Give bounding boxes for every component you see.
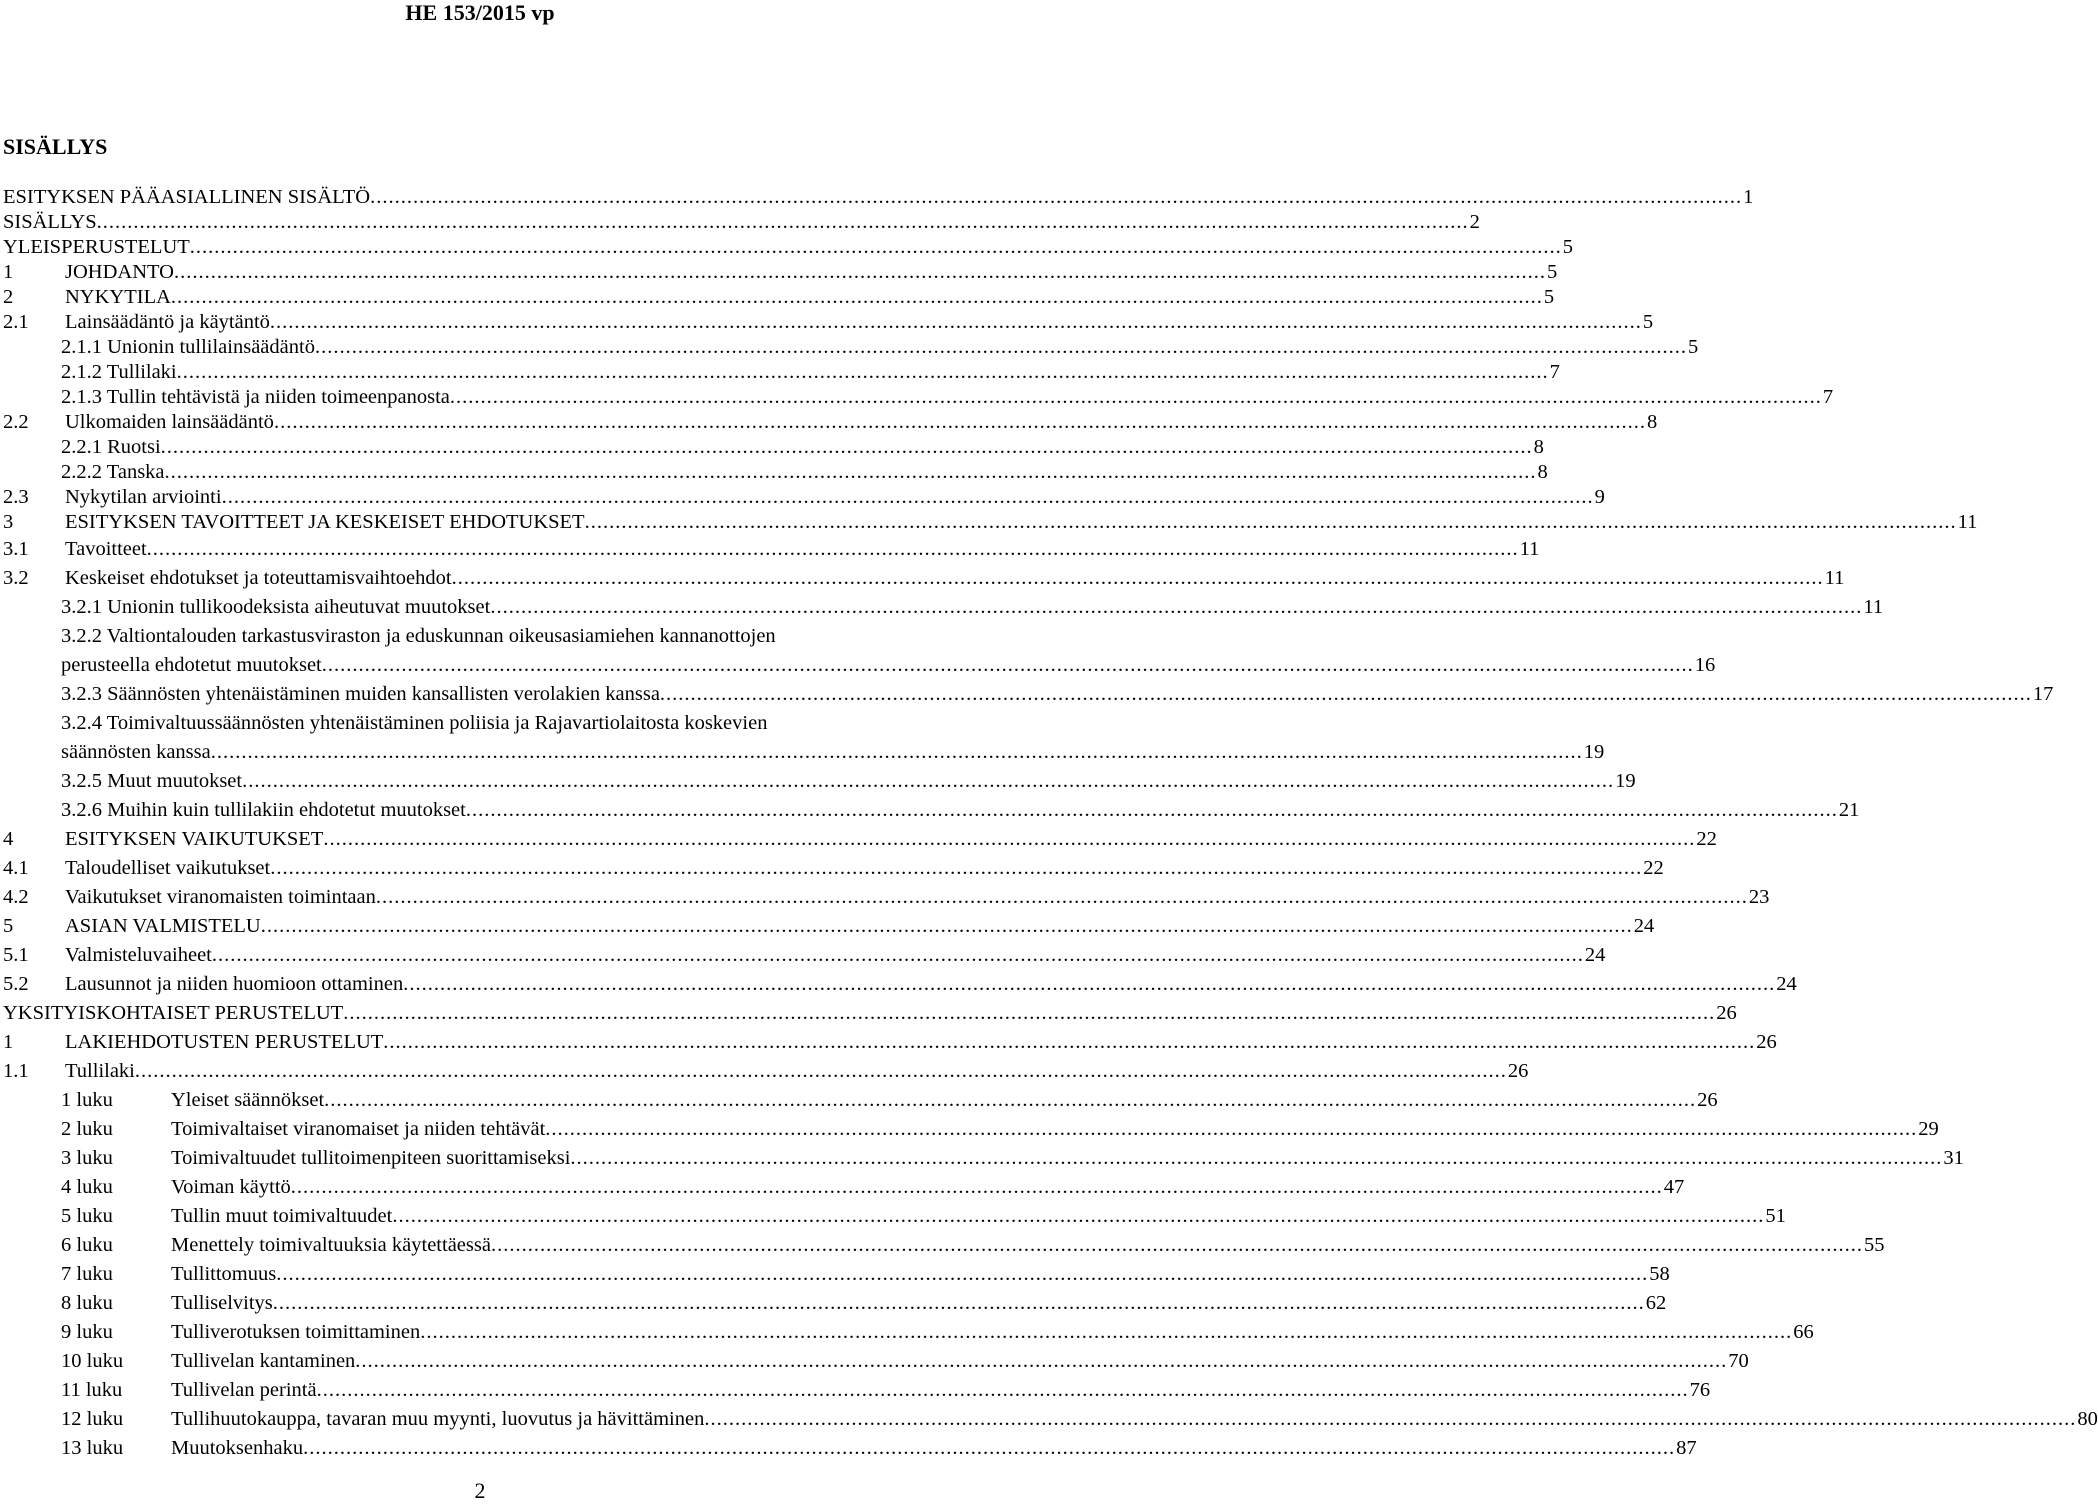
toc-leader-dots xyxy=(212,941,1584,970)
toc-leader-dots xyxy=(270,310,1642,335)
toc-entry[interactable] xyxy=(3,1173,1685,1202)
toc-leader-dots xyxy=(303,1434,1675,1463)
toc-entry-label: Toimivaltuudet tullitoimenpiteen suorittamiseksi xyxy=(171,1147,571,1169)
toc-leader-dots xyxy=(452,564,1824,593)
toc-entry-page: 19 xyxy=(1583,741,1605,763)
toc-entry-page: 58 xyxy=(1649,1263,1670,1285)
toc-leader-dots xyxy=(270,854,1642,883)
toc-entry-label: Tullin muut toimivaltuudet xyxy=(171,1205,393,1227)
toc-entry-page: 31 xyxy=(1943,1147,1964,1169)
toc-entry-number: 1 xyxy=(3,261,14,283)
toc-entry[interactable] xyxy=(3,796,1860,825)
toc-entry-page: 51 xyxy=(1765,1205,1786,1227)
toc-entry-number: 5 xyxy=(3,915,14,937)
toc-leader-dots xyxy=(274,410,1646,435)
toc-entry-label: Tullittomuus xyxy=(171,1263,277,1285)
toc-entry-label: ESITYKSEN PÄÄASIALLINEN SISÄLTÖ xyxy=(3,186,371,208)
toc-entry[interactable] xyxy=(3,738,1605,767)
toc-leader-dots xyxy=(276,1260,1648,1289)
toc-entry-label: Valmisteluvaiheet xyxy=(65,944,212,966)
toc-entry-label: Tulliverotuksen toimittaminen xyxy=(171,1321,421,1343)
table-of-contents xyxy=(3,185,2098,1463)
toc-entry[interactable] xyxy=(3,1086,1718,1115)
toc-entry-page: 11 xyxy=(1824,567,1845,589)
toc-leader-dots xyxy=(450,385,1822,410)
toc-entry[interactable] xyxy=(3,767,1636,796)
toc-entry-number: 3.1 xyxy=(3,538,29,560)
toc-leader-dots xyxy=(392,1202,1764,1231)
toc-entry-page: 47 xyxy=(1663,1176,1685,1198)
toc-entry-line1: 3.2.4 Toimivaltuussäännösten yhtenäistäminen poliisia ja Rajavartiolaitosta koskevien xyxy=(61,712,768,734)
toc-entry[interactable] xyxy=(3,825,1717,854)
toc-leader-dots xyxy=(147,535,1519,564)
toc-entry-page: 29 xyxy=(1918,1118,1939,1140)
toc-entry[interactable] xyxy=(3,1231,1885,1260)
toc-entry[interactable] xyxy=(3,680,2054,709)
toc-entry[interactable] xyxy=(3,385,1834,410)
toc-leader-dots xyxy=(570,1144,1942,1173)
toc-entry[interactable] xyxy=(3,335,1699,360)
toc-entry-label: Lausunnot ja niiden huomioon ottaminen xyxy=(65,973,404,995)
toc-entry-label: Muutoksenhaku xyxy=(171,1437,304,1459)
toc-leader-dots xyxy=(171,285,1543,310)
toc-entry-label: Vaikutukset viranomaisten toimintaan xyxy=(65,886,376,908)
toc-leader-dots xyxy=(222,485,1594,510)
toc-entry-number: 3 luku xyxy=(61,1147,113,1169)
toc-entry-number: 1 xyxy=(3,1031,14,1053)
toc-entry-label: Toimivaltaiset viranomaiset ja niiden tehtävät xyxy=(171,1118,546,1140)
toc-entry-label: Nykytilan arviointi xyxy=(65,486,222,508)
toc-entry[interactable] xyxy=(3,185,1754,210)
toc-leader-dots xyxy=(322,651,1694,680)
toc-entry-page: 24 xyxy=(1776,973,1797,995)
toc-leader-dots xyxy=(466,796,1838,825)
toc-entry-number: 4.2 xyxy=(3,886,29,908)
toc-entry-number: 2 xyxy=(3,286,14,308)
toc-entry-label: 2.2.2 Tanska xyxy=(61,461,165,483)
toc-entry-page: 11 xyxy=(1519,538,1540,560)
toc-entry-page: 8 xyxy=(1537,461,1548,483)
toc-entry-number: 2.2 xyxy=(3,411,29,433)
toc-leader-dots xyxy=(317,1376,1689,1405)
toc-entry-label: Tavoitteet xyxy=(65,538,147,560)
toc-entry-page: 19 xyxy=(1615,770,1636,792)
toc-leader-dots xyxy=(490,593,1862,622)
toc-entry-label: 3.2.3 Säännösten yhtenäistäminen muiden kansallisten verolakien kanssa xyxy=(61,683,660,705)
toc-entry[interactable] xyxy=(3,854,1664,883)
toc-leader-dots xyxy=(161,435,1533,460)
toc-leader-dots xyxy=(704,1405,2076,1434)
toc-entry[interactable] xyxy=(3,535,1540,564)
toc-entry-number: 5 luku xyxy=(61,1205,113,1227)
toc-entry[interactable] xyxy=(3,260,1558,285)
toc-entry-number: 4 xyxy=(3,828,14,850)
toc-entry[interactable] xyxy=(3,360,1560,385)
toc-entry-label: 3.2.5 Muut muutokset xyxy=(61,770,243,792)
toc-entry-page: 22 xyxy=(1643,857,1664,879)
toc-entry-page: 26 xyxy=(1507,1060,1529,1082)
toc-leader-dots xyxy=(491,1231,1863,1260)
document-header: HE 153/2015 vp xyxy=(405,0,555,25)
toc-entry-label: 2.1.2 Tullilaki xyxy=(61,361,177,383)
toc-entry-label: 3.2.1 Unionin tullikoodeksista aiheutuvat muutokset xyxy=(61,596,491,618)
toc-entry-page: 11 xyxy=(1957,511,1978,533)
toc-entry-label: perusteella ehdotetut muutokset xyxy=(61,654,322,676)
toc-entry-label: JOHDANTO xyxy=(65,261,174,283)
toc-entry[interactable] xyxy=(3,1057,1529,1086)
toc-entry-label: Menettely toimivaltuuksia käytettäessä xyxy=(171,1234,491,1256)
toc-entry-page: 7 xyxy=(1822,386,1834,408)
toc-entry-page: 5 xyxy=(1687,336,1699,358)
toc-entry-label: 2.1.3 Tullin tehtävistä ja niiden toimeenpanosta xyxy=(61,386,450,408)
toc-entry-number: 3 xyxy=(3,511,14,533)
toc-leader-dots xyxy=(97,210,1469,235)
toc-entry[interactable] xyxy=(3,1318,1814,1347)
toc-entry-page: 5 xyxy=(1562,236,1574,258)
toc-entry[interactable] xyxy=(3,1028,1777,1057)
toc-entry-page: 24 xyxy=(1584,944,1606,966)
toc-entry-page: 22 xyxy=(1696,828,1717,850)
toc-entry-label: Ulkomaiden lainsäädäntö xyxy=(65,411,274,433)
toc-entry-label: LAKIEHDOTUSTEN PERUSTELUT xyxy=(65,1031,384,1053)
toc-entry-page: 62 xyxy=(1645,1292,1667,1314)
toc-entry-page: 8 xyxy=(1533,436,1544,458)
toc-entry-page: 80 xyxy=(2077,1408,2098,1430)
toc-entry-label: 3.2.6 Muihin kuin tullilakiin ehdotetut muutokset xyxy=(61,799,466,821)
toc-leader-dots xyxy=(585,510,1957,535)
toc-leader-dots xyxy=(211,738,1583,767)
toc-entry[interactable] xyxy=(3,1434,1697,1463)
toc-entry-page: 11 xyxy=(1863,596,1884,618)
toc-entry-page: 9 xyxy=(1594,486,1605,508)
toc-entry-label: Tullihuutokauppa, tavaran muu myynti, luovutus ja hävittäminen xyxy=(171,1408,705,1430)
toc-entry[interactable] xyxy=(3,564,1845,593)
toc-entry-label: 2.2.1 Ruotsi xyxy=(61,436,161,458)
toc-entry[interactable] xyxy=(3,999,1737,1028)
toc-entry[interactable] xyxy=(3,651,1716,680)
toc-entry-label: Tullilaki xyxy=(65,1060,135,1082)
toc-entry-label: YKSITYISKOHTAISET PERUSTELUT xyxy=(3,1002,344,1024)
toc-entry-page: 5 xyxy=(1543,286,1555,308)
toc-leader-dots xyxy=(135,1057,1507,1086)
toc-entry-number: 3.2 xyxy=(3,567,29,589)
toc-entry-line1: 3.2.2 Valtiontalouden tarkastusviraston ja eduskunnan oikeusasiamiehen kannanottojen xyxy=(61,625,776,647)
toc-entry-label: Keskeiset ehdotukset ja toteuttamisvaihtoehdot xyxy=(65,567,452,589)
toc-entry-page: 26 xyxy=(1756,1031,1777,1053)
toc-entry-number: 2.1 xyxy=(3,311,29,333)
toc-entry-label: Taloudelliset vaikutukset xyxy=(65,857,271,879)
toc-entry-number: 8 luku xyxy=(61,1292,113,1314)
toc-entry-number: 5.2 xyxy=(3,973,29,995)
toc-entry-number: 5.1 xyxy=(3,944,29,966)
toc-entry-page: 2 xyxy=(1469,211,1480,233)
toc-leader-dots xyxy=(242,767,1614,796)
toc-entry-label: Tullivelan perintä xyxy=(171,1379,317,1401)
toc-entry[interactable] xyxy=(3,883,1770,912)
toc-entry-number: 2 luku xyxy=(61,1118,113,1140)
toc-entry-page: 1 xyxy=(1743,186,1754,208)
toc-leader-dots xyxy=(324,1086,1696,1115)
toc-entry[interactable] xyxy=(3,970,1797,999)
toc-entry[interactable] xyxy=(3,460,1548,485)
toc-entry-page: 76 xyxy=(1689,1379,1711,1401)
toc-leader-dots xyxy=(545,1115,1917,1144)
toc-leader-dots xyxy=(177,360,1549,385)
toc-entry[interactable] xyxy=(3,235,1574,260)
toc-leader-dots xyxy=(420,1318,1792,1347)
toc-entry-page: 24 xyxy=(1633,915,1655,937)
toc-leader-dots xyxy=(323,825,1695,854)
toc-leader-dots xyxy=(273,1289,1645,1318)
toc-entry-page: 70 xyxy=(1728,1350,1749,1372)
toc-entry[interactable] xyxy=(3,941,1606,970)
toc-entry-label: ESITYKSEN TAVOITTEET JA KESKEISET EHDOTUKSET xyxy=(65,511,585,533)
toc-entry-page: 16 xyxy=(1694,654,1716,676)
toc-entry[interactable] xyxy=(3,410,1658,435)
toc-leader-dots xyxy=(355,1347,1727,1376)
toc-entry-page: 55 xyxy=(1863,1234,1885,1256)
toc-entry-page: 5 xyxy=(1546,261,1558,283)
toc-entry-number: 4.1 xyxy=(3,857,29,879)
toc-entry[interactable] xyxy=(3,1347,1749,1376)
page-number: 2 xyxy=(474,1478,486,1503)
toc-entry-page: 23 xyxy=(1748,886,1770,908)
toc-title: SISÄLLYS xyxy=(3,134,108,159)
toc-entry[interactable] xyxy=(3,1405,2098,1434)
toc-entry-label: SISÄLLYS xyxy=(3,211,97,233)
toc-leader-dots xyxy=(383,1028,1755,1057)
toc-entry[interactable] xyxy=(3,485,1605,510)
toc-entry-label: Voiman käyttö xyxy=(171,1176,291,1198)
toc-entry-number: 9 luku xyxy=(61,1321,113,1343)
toc-entry-number: 2.3 xyxy=(3,486,29,508)
toc-entry[interactable] xyxy=(3,1260,1670,1289)
toc-entry-page: 26 xyxy=(1697,1089,1718,1111)
toc-entry[interactable] xyxy=(3,435,1544,460)
toc-entry[interactable] xyxy=(3,210,1480,235)
toc-entry-page: 26 xyxy=(1716,1002,1737,1024)
toc-entry-number: 6 luku xyxy=(61,1234,113,1256)
toc-entry-label: 2.1.1 Unionin tullilainsäädäntö xyxy=(61,336,315,358)
toc-entry-number: 4 luku xyxy=(61,1176,113,1198)
toc-entry-page: 87 xyxy=(1676,1437,1697,1459)
toc-entry-number: 1 luku xyxy=(61,1089,113,1111)
toc-entry-number: 12 luku xyxy=(61,1408,124,1430)
toc-entry[interactable] xyxy=(3,310,1654,335)
toc-leader-dots xyxy=(165,460,1537,485)
toc-leader-dots xyxy=(190,235,1562,260)
toc-leader-dots xyxy=(370,185,1742,210)
toc-entry[interactable] xyxy=(3,285,1555,310)
toc-leader-dots xyxy=(660,680,2032,709)
toc-entry-page: 8 xyxy=(1646,411,1658,433)
toc-entry-label: ASIAN VALMISTELU xyxy=(65,915,261,937)
toc-leader-dots xyxy=(376,883,1748,912)
toc-entry[interactable] xyxy=(3,1289,1667,1318)
toc-entry-label: Tullivelan kantaminen xyxy=(171,1350,356,1372)
toc-entry-label: YLEISPERUSTELUT xyxy=(3,236,190,258)
toc-entry-label: Lainsäädäntö ja käytäntö xyxy=(65,311,270,333)
toc-entry-number: 7 luku xyxy=(61,1263,113,1285)
toc-leader-dots xyxy=(174,260,1546,285)
toc-entry[interactable] xyxy=(3,912,1655,941)
toc-entry-label: ESITYKSEN VAIKUTUKSET xyxy=(65,828,324,850)
toc-entry-page: 17 xyxy=(2032,683,2054,705)
toc-entry-label: Yleiset säännökset xyxy=(171,1089,325,1111)
toc-entry-number: 13 luku xyxy=(61,1437,124,1459)
toc-entry-number: 11 luku xyxy=(61,1379,123,1401)
toc-entry-number: 10 luku xyxy=(61,1350,124,1372)
toc-entry[interactable] xyxy=(3,593,1884,622)
toc-leader-dots xyxy=(291,1173,1663,1202)
toc-entry[interactable] xyxy=(3,1202,1786,1231)
toc-entry-label: säännösten kanssa xyxy=(61,741,211,763)
toc-entry-number: 1.1 xyxy=(3,1060,29,1082)
toc-entry-page: 66 xyxy=(1793,1321,1814,1343)
toc-entry[interactable] xyxy=(3,1144,1964,1173)
toc-entry-label: Tulliselvitys xyxy=(171,1292,273,1314)
toc-leader-dots xyxy=(315,335,1687,360)
toc-entry-label: NYKYTILA xyxy=(65,286,171,308)
toc-entry[interactable] xyxy=(3,1376,1711,1405)
toc-leader-dots xyxy=(261,912,1633,941)
toc-leader-dots xyxy=(403,970,1775,999)
toc-entry-page: 21 xyxy=(1838,799,1860,821)
toc-leader-dots xyxy=(343,999,1715,1028)
toc-entry[interactable] xyxy=(3,1115,1939,1144)
toc-entry-page: 7 xyxy=(1549,361,1560,383)
toc-entry-page: 5 xyxy=(1642,311,1654,333)
toc-entry[interactable] xyxy=(3,510,1978,535)
